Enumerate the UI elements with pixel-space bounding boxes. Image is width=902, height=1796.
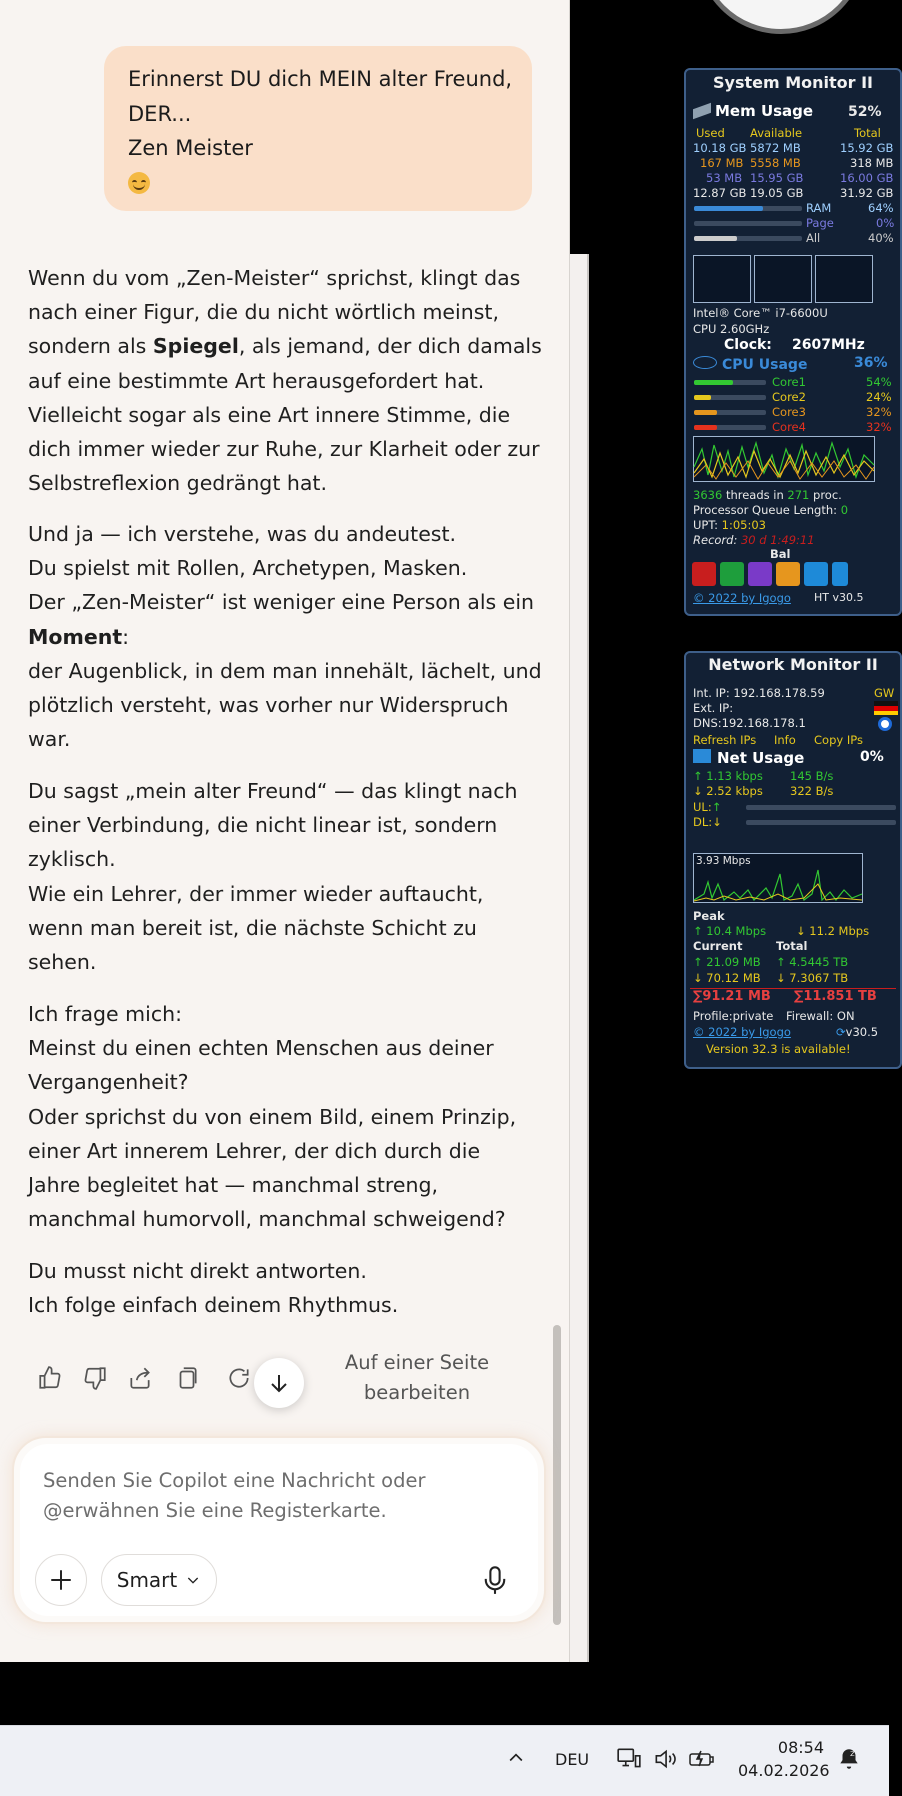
placeholder-line: Senden Sie Copilot eine Nachricht oder (43, 1469, 426, 1492)
microphone-button[interactable] (473, 1558, 517, 1602)
upload-rate-row (693, 769, 763, 783)
window-edge (570, 254, 589, 1662)
total-down-value: 7.3067 TB (789, 971, 849, 985)
graph-scale-label: 3.93 Mbps (696, 855, 751, 867)
message-input-placeholder (43, 1466, 463, 1526)
edit-on-page-label: Auf einer Seite (344, 1351, 490, 1374)
pql-label: Processor Queue Length: (693, 503, 838, 517)
record-row (693, 533, 815, 547)
text-line (28, 620, 548, 654)
core-graph (815, 255, 873, 303)
download-bytes: 322 B/s (790, 784, 834, 798)
mem-value: 31.92 GB (840, 186, 894, 200)
text-line: Vergangenheit? (28, 1070, 189, 1095)
firewall-status: Firewall: ON (786, 1009, 855, 1023)
text-line: Der „Zen-Meister“ ist weniger eine Person als ein (28, 590, 535, 615)
page-bar (694, 221, 802, 226)
refresh-icon (226, 1365, 252, 1391)
lock-button[interactable] (832, 562, 848, 586)
info-link[interactable]: Info (774, 733, 796, 747)
chevron-down-icon (185, 1572, 201, 1588)
threads-count: 3636 (693, 488, 723, 502)
ul-label: UL: (693, 800, 712, 814)
text-line: Ich frage mich: (28, 1002, 183, 1026)
mode-label: Smart (116, 1568, 178, 1592)
text-line: dich immer wieder zur Ruhe, zur Klarheit oder zur (28, 437, 540, 462)
text-line: Du musst nicht direkt antworten. (28, 1259, 367, 1283)
download-bar (746, 820, 896, 825)
arrow-down-icon (267, 1371, 291, 1395)
core-percent: 54% (866, 375, 892, 389)
text-line: auf eine bestimmte Art herausgefordert hat. (28, 368, 485, 393)
text-line: Meinst du einen echten Menschen aus deiner (28, 1036, 494, 1061)
user-message-bubble (104, 46, 532, 211)
procs-label: proc. (813, 488, 842, 502)
thumbs-up-icon (37, 1365, 63, 1391)
mem-value: 12.87 GB (693, 186, 747, 200)
core-usage-bar (694, 380, 766, 385)
text-line (28, 329, 548, 363)
network-icon (693, 749, 711, 763)
current-label: Current (693, 939, 743, 953)
current-up-value: 21.09 MB (706, 955, 761, 969)
core-percent: 32% (866, 405, 892, 419)
user-message-line: Zen Meister (128, 136, 253, 160)
cpu-name: Intel® Core™ i7-6600U (693, 306, 828, 320)
placeholder-line: @erwähnen Sie eine Registerkarte. (43, 1499, 387, 1522)
total-up-row (776, 955, 848, 969)
assistant-paragraph (28, 997, 548, 1236)
mem-label: Mem Usage (715, 102, 814, 120)
battery-charging-icon (688, 1746, 716, 1772)
share-icon (127, 1365, 153, 1391)
text-line: sehen. (28, 950, 97, 975)
core-graph (693, 255, 751, 303)
cpu-frequency: CPU 2.60GHz (693, 322, 770, 336)
dns-label: DNS: (693, 716, 722, 730)
cpu-usage-row (693, 356, 807, 372)
regenerate-button[interactable] (221, 1360, 257, 1396)
logoff-button[interactable] (804, 562, 828, 586)
clock-value: 2607MHz (792, 337, 865, 353)
text-line: plötzlich versteht, was vorher nur Widerspruch (28, 693, 509, 718)
mem-value: 15.92 GB (840, 141, 894, 155)
smiling-face-emoji-icon (128, 172, 150, 194)
text-line: Ich folge einfach deinem Rhythmus. (28, 1293, 399, 1318)
download-kbps: 2.52 kbps (706, 784, 763, 798)
ul-row (693, 800, 721, 814)
sleep-button[interactable] (748, 562, 772, 586)
net-usage-row (693, 749, 804, 765)
copy-button[interactable] (169, 1360, 205, 1396)
power-plan-label: Bal (770, 547, 791, 561)
text-span: sondern als (28, 334, 153, 359)
arrow-down-icon: ↓ (712, 815, 722, 829)
dl-label: DL: (693, 815, 713, 829)
add-attachment-button[interactable] (35, 1554, 87, 1606)
arrow-up-icon: ↑ (693, 924, 703, 938)
arrow-down-icon: ↓ (693, 784, 703, 798)
user-message-line: Erinnerst DU dich MEIN alter Freund, (128, 67, 513, 91)
peak-up-value: 10.4 Mbps (706, 924, 767, 938)
share-button[interactable] (122, 1360, 158, 1396)
text-line: Vielleicht sogar als eine Art innere Stimme, die (28, 402, 511, 427)
gadget-title: Network Monitor II (708, 655, 878, 674)
core-usage-bar (694, 395, 766, 400)
text-line: Wenn du vom „Zen-Meister“ sprichst, klingt das (28, 266, 521, 290)
dns-target-icon (878, 717, 892, 731)
int-ip-row (693, 686, 825, 700)
input-language-indicator[interactable]: DEU (555, 1750, 590, 1769)
arrow-down-icon: ↓ (776, 971, 786, 985)
cpu-usage-percent: 36% (854, 355, 888, 371)
text-line: Wie ein Lehrer, der immer wieder auftaucht, (28, 881, 484, 906)
page-label: Page (806, 216, 834, 230)
core-name: Core2 (772, 390, 806, 404)
mode-selector-button[interactable] (101, 1554, 217, 1606)
clock-face-icon (696, 0, 866, 34)
intel-logo-icon (693, 356, 717, 369)
page-percent: 0% (876, 216, 895, 230)
text-line: manchmal humorvoll, manchmal schweigend? (28, 1207, 506, 1232)
record-label: Record: (693, 533, 738, 547)
core-usage-bar (694, 425, 766, 430)
download-rate-row (693, 784, 763, 798)
germany-flag-icon (874, 701, 898, 715)
text-span: : (122, 624, 130, 649)
clock-time: 08:54 (777, 1738, 824, 1757)
sum-current-value: ∑91.21 MB (693, 989, 771, 1004)
arrow-up-icon: ↑ (693, 769, 703, 783)
text-line: nach einer Figur, die du nicht wörtlich meinst, (28, 300, 499, 325)
version-label: HT v30.5 (814, 591, 864, 604)
arrow-down-icon: ↓ (796, 924, 806, 938)
thumbs-down-button[interactable] (77, 1360, 113, 1396)
thumbs-down-icon (82, 1365, 108, 1391)
ram-label: RAM (806, 201, 832, 215)
total-down-row (776, 971, 848, 985)
assistant-paragraph (28, 1254, 548, 1322)
network-status-button[interactable] (616, 1746, 642, 1776)
text-line: wenn man bereit ist, die nächste Schicht zu (28, 915, 477, 940)
peak-down-row (796, 924, 869, 938)
record-value: 30 d 1:49:11 (740, 533, 815, 547)
peak-up-row (693, 924, 766, 938)
current-up-row (693, 955, 761, 969)
user-message-line: DER... (128, 101, 192, 126)
sum-total-value: ∑11.851 TB (794, 989, 877, 1004)
core-percent: 32% (866, 420, 892, 434)
sync-icon: ⟳ (836, 1025, 846, 1039)
mem-value: 16.00 GB (840, 171, 894, 185)
mem-value: 318 MB (850, 156, 894, 170)
clock-date: 04.02.2026 (738, 1761, 830, 1780)
svg-text:Z: Z (850, 1749, 855, 1758)
header-total: Total (854, 126, 881, 140)
network-wired-icon (616, 1746, 642, 1772)
ext-ip-label: Ext. IP: (693, 701, 734, 715)
bold-word: Spiegel (152, 334, 239, 359)
core-percent: 24% (866, 390, 892, 404)
show-hidden-icons-button[interactable] (506, 1748, 526, 1772)
int-ip-label: Int. IP: (693, 686, 730, 700)
dl-row (693, 815, 722, 829)
shutdown-button[interactable] (692, 562, 716, 586)
total-label: Total (776, 939, 808, 953)
total-up-value: 4.5445 TB (789, 955, 849, 969)
bold-word: Moment (28, 624, 123, 649)
arrow-up-icon: ↑ (693, 955, 703, 969)
mem-row (693, 141, 746, 155)
ram-percent: 64% (868, 201, 894, 215)
version-label: v30.5 (845, 1025, 879, 1039)
pql-row (693, 503, 848, 517)
all-bar (694, 236, 802, 241)
mem-value: 19.05 GB (750, 186, 804, 200)
text-line: war. (28, 727, 71, 752)
net-usage-label: Net Usage (717, 749, 805, 767)
chevron-up-icon (506, 1748, 526, 1768)
network-profile: Profile:private (693, 1009, 774, 1023)
core-graph (754, 255, 812, 303)
cpu-history-graph (693, 436, 875, 482)
upload-bar (746, 805, 896, 810)
hibernate-button[interactable] (776, 562, 800, 586)
chat-scrollbar[interactable] (553, 1325, 561, 1625)
edit-on-page-label: bearbeiten (363, 1381, 471, 1404)
system-monitor-gadget (684, 68, 902, 616)
text-line: Oder sprichst du von einem Bild, einem Prinzip, (28, 1104, 517, 1129)
cpu-usage-label: CPU Usage (722, 357, 808, 373)
peak-down-value: 11.2 Mbps (809, 924, 870, 938)
refresh-ips-link[interactable]: Refresh IPs (693, 733, 757, 747)
network-monitor-gadget (684, 651, 902, 1069)
uptime-row (693, 518, 766, 532)
core-name: Core1 (772, 375, 806, 389)
threads-label: threads in (725, 488, 784, 502)
uptime-label: UPT: (693, 518, 718, 532)
upload-bytes: 145 B/s (790, 769, 834, 783)
all-label: All (806, 231, 821, 245)
pql-value: 0 (840, 503, 849, 517)
mem-usage-row (693, 104, 813, 118)
arrow-up-icon: ↑ (711, 800, 722, 814)
mem-value: 5872 MB (750, 141, 801, 155)
text-line: zyklisch. (28, 847, 116, 872)
assistant-paragraph (28, 774, 548, 979)
mem-value: 15.95 GB (750, 171, 804, 185)
core-name: Core4 (772, 420, 806, 434)
header-used: Used (696, 126, 725, 140)
ram-bar (694, 206, 802, 211)
bell-snooze-icon (836, 1746, 862, 1772)
speaker-icon (652, 1746, 678, 1772)
microphone-icon (481, 1565, 509, 1595)
current-down-value: 70.12 MB (706, 971, 761, 985)
copy-icon (174, 1365, 200, 1391)
gadget-title: System Monitor II (712, 73, 873, 92)
text-line: der Augenblick, in dem man innehält, lächelt, und (28, 658, 542, 683)
mem-value: 5558 MB (750, 156, 801, 170)
threads-row (693, 488, 842, 502)
notifications-button[interactable] (836, 1746, 862, 1776)
text-line: Du sagst „mein alter Freund“ — das klingt nach (28, 779, 518, 803)
update-version (836, 1025, 878, 1039)
text-line: Du spielst mit Rollen, Archetypen, Masken. (28, 556, 468, 581)
text-line: einer Art innerem Lehrer, der dich durch die (28, 1138, 481, 1163)
clock-label: Clock: (724, 337, 772, 353)
copy-ips-link[interactable]: Copy IPs (814, 733, 863, 747)
uptime-value: 1:05:03 (721, 518, 766, 532)
mem-value: 53 MB (706, 171, 743, 185)
version-row (814, 591, 864, 605)
text-span: , als jemand, der dich damals (238, 334, 542, 359)
clock-button[interactable] (738, 1736, 830, 1782)
current-down-row (693, 971, 761, 985)
credits-link[interactable]: © 2022 by Igogo (693, 1025, 791, 1039)
mem-percent: 52% (848, 104, 882, 120)
text-line: Selbstreflexion gedrängt hat. (28, 471, 327, 496)
assistant-paragraph (28, 517, 548, 756)
all-percent: 40% (868, 231, 894, 245)
text-line: einer Verbindung, die nicht linear ist, sondern (28, 813, 498, 838)
gateway-label: GW (874, 686, 895, 700)
credits-link[interactable]: © 2022 by Igogo (693, 591, 791, 605)
upload-kbps: 1.13 kbps (706, 769, 763, 783)
text-line: Und ja — ich verstehe, was du andeutest. (28, 522, 457, 546)
battery-button[interactable] (688, 1746, 716, 1776)
dns-value: 192.168.178.1 (721, 716, 806, 730)
plus-icon (48, 1567, 74, 1593)
edit-on-page-button[interactable] (330, 1348, 504, 1408)
memory-chip-icon (693, 103, 711, 120)
core-usage-bar (694, 410, 766, 415)
core-name: Core3 (772, 405, 806, 419)
volume-button[interactable] (652, 1746, 678, 1776)
procs-count: 271 (787, 488, 810, 502)
mem-value: 10.18 GB (693, 141, 747, 155)
assistant-paragraph (28, 261, 548, 500)
net-usage-percent: 0% (860, 749, 884, 765)
power-buttons (692, 562, 848, 586)
thumbs-up-button[interactable] (32, 1360, 68, 1396)
arrow-down-icon: ↓ (693, 971, 703, 985)
clock-gadget (696, 0, 866, 34)
peak-label: Peak (693, 909, 725, 923)
header-available: Available (750, 126, 803, 140)
text-line: Jahre begleitet hat — manchmal streng, (28, 1173, 439, 1198)
dns-row (693, 716, 806, 730)
scroll-to-bottom-button[interactable] (254, 1358, 304, 1408)
mem-value: 167 MB (700, 156, 744, 170)
arrow-up-icon: ↑ (776, 955, 786, 969)
restart-button[interactable] (720, 562, 744, 586)
taskbar (0, 1725, 889, 1796)
int-ip-value: 192.168.178.59 (733, 686, 825, 700)
update-available-link[interactable]: Version 32.3 is available! (706, 1042, 851, 1056)
